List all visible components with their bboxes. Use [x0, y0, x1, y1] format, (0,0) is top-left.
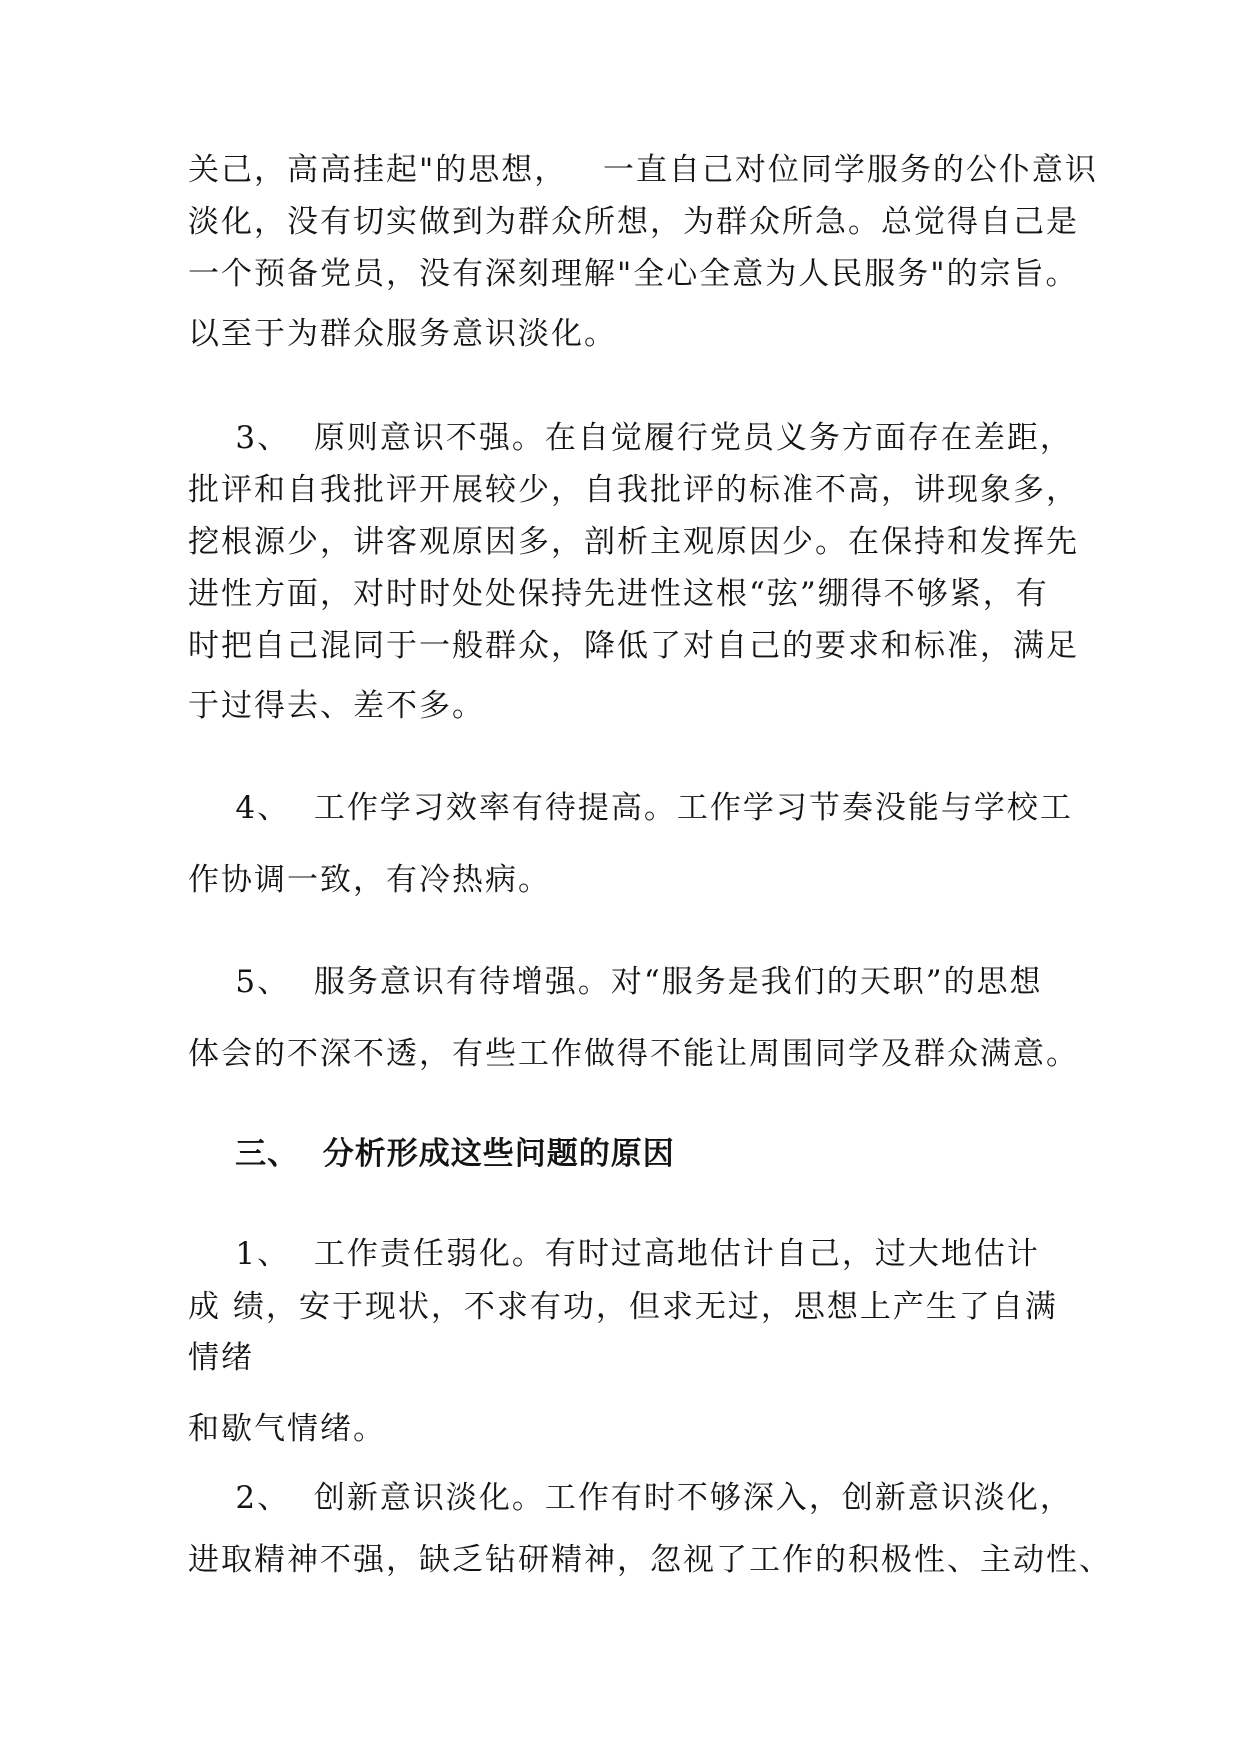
paragraph-line: 淡化，没有切实做到为群众所想，为群众所急。总觉得自己是	[188, 204, 1079, 240]
paragraph-line: 作协调一致，有冷热病。	[188, 862, 551, 898]
paragraph-line: 一个预备党员，没有深刻理解"全心全意为人民服务"的宗旨。	[188, 256, 1079, 292]
paragraph-line: 和歇气情绪。	[188, 1411, 386, 1447]
paragraph-line: 以至于为群众服务意识淡化。	[188, 316, 617, 352]
paragraph-line: 时把自己混同于一般群众，降低了对自己的要求和标准，满足	[188, 628, 1079, 664]
paragraph-line: 2、 创新意识淡化。工作有时不够深入，创新意识淡化，	[188, 1480, 1073, 1516]
paragraph-line: 进性方面，对时时处处保持先进性这根“弦”绷得不够紧，有	[188, 576, 1049, 612]
paragraph-line: 1、 工作责任弱化。有时过高地估计自己，过大地估计	[188, 1236, 1040, 1272]
section-heading: 三、 分析形成这些问题的原因	[188, 1136, 675, 1172]
paragraph-line: 体会的不深不透，有些工作做得不能让周围同学及群众满意。	[188, 1036, 1079, 1072]
paragraph-line: 4、 工作学习效率有待提高。工作学习节奏没能与学校工	[188, 790, 1073, 826]
paragraph-line: 5、 服务意识有待增强。对“服务是我们的天职”的思想	[188, 964, 1043, 1000]
paragraph-line: 情绪	[188, 1340, 254, 1376]
paragraph-line: 成 绩，安于现状，不求有功，但求无过，思想上产生了自满	[188, 1289, 1058, 1325]
paragraph-line: 关己，高高挂起"的思想， 一直自己对位同学服务的公仆意识	[188, 152, 1098, 188]
paragraph-line: 挖根源少，讲客观原因多，剖析主观原因少。在保持和发挥先	[188, 524, 1079, 560]
paragraph-line: 批评和自我批评开展较少，自我批评的标准不高，讲现象多，	[188, 472, 1079, 508]
paragraph-line: 3、 原则意识不强。在自觉履行党员义务方面存在差距，	[188, 420, 1073, 456]
paragraph-line: 进取精神不强，缺乏钻研精神，忽视了工作的积极性、主动性、	[188, 1542, 1112, 1578]
paragraph-line: 于过得去、差不多。	[188, 688, 485, 724]
